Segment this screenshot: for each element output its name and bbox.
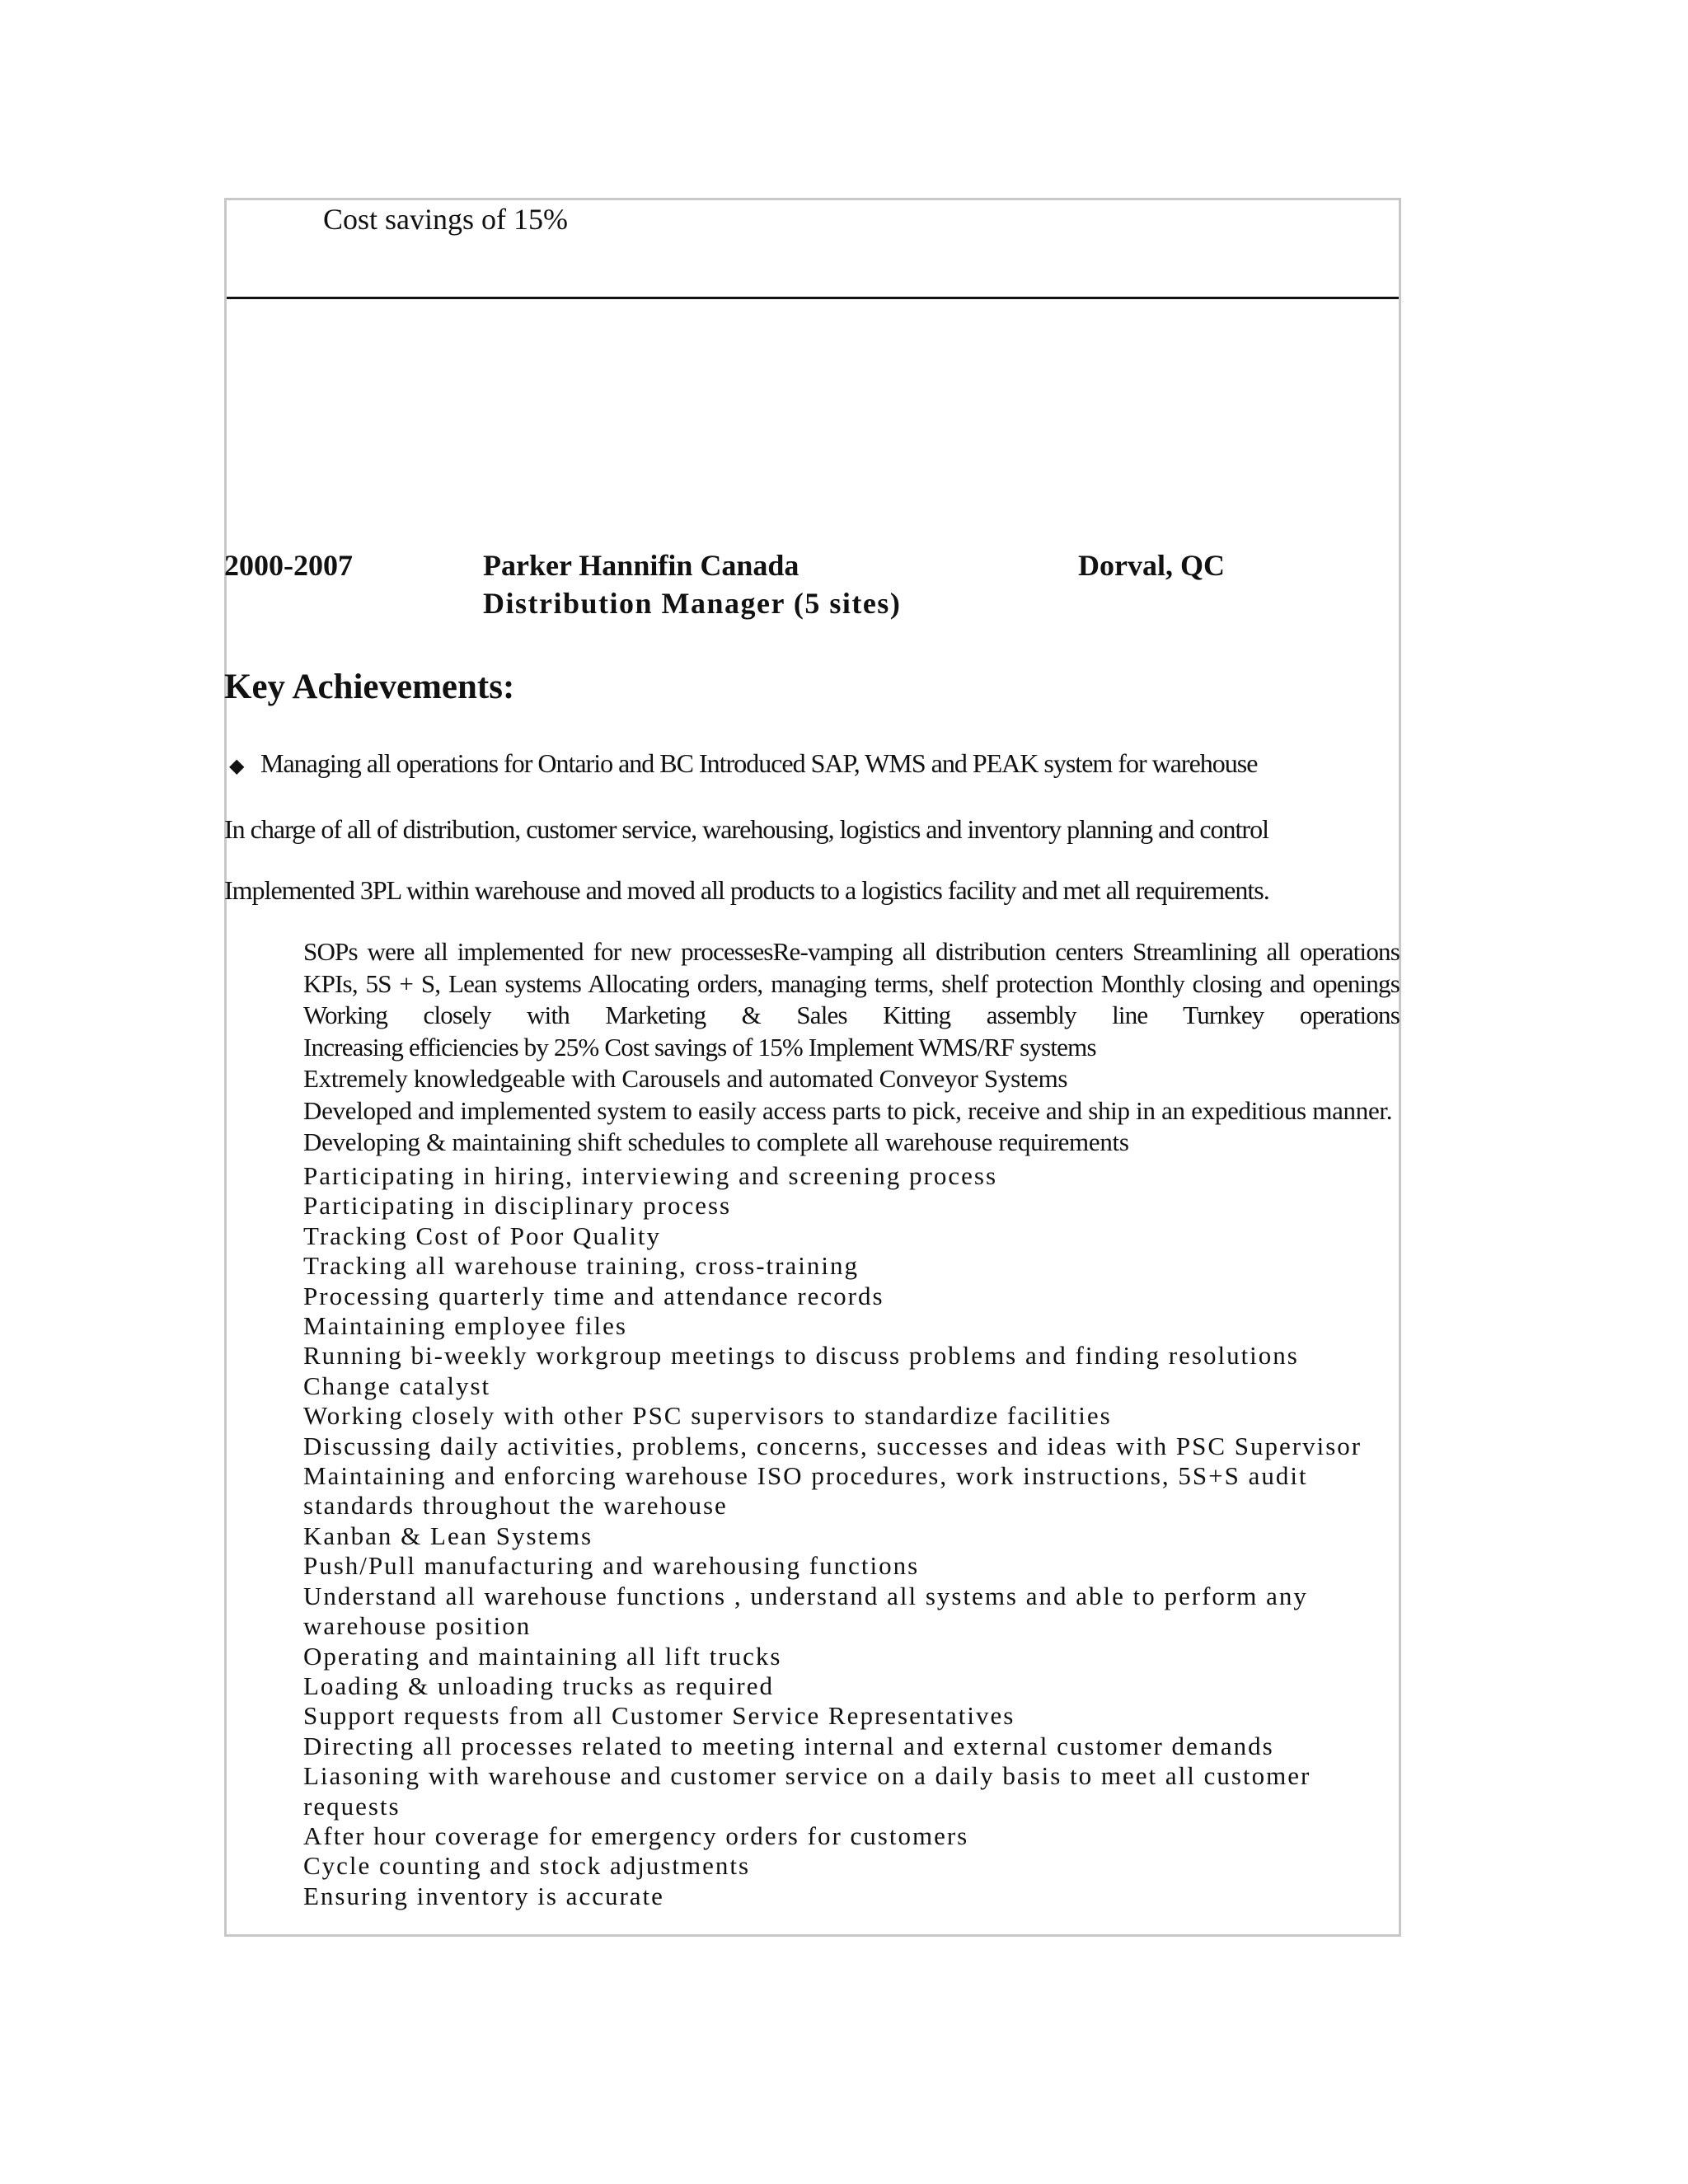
list-item: Maintaining and enforcing warehouse ISO procedures, work instructions, 5S+S audit standards throughout the warehouse [303, 1461, 1308, 1521]
list-item: Participating in disciplinary process [303, 1191, 732, 1221]
job-title: Distribution Manager (5 sites) [483, 587, 902, 620]
list-item: Running bi-weekly workgroup meetings to discuss problems and finding resolutions [303, 1341, 1299, 1371]
list-item: Operating and maintaining all lift trucks [303, 1641, 782, 1671]
list-item: Change catalyst [303, 1371, 491, 1400]
list-item: Understand all warehouse functions , understand all systems and able to perform any warehouse position [303, 1581, 1308, 1641]
section-heading: Key Achievements: [224, 668, 515, 706]
job-location: Dorval, QC [1078, 549, 1225, 582]
list-item: Cycle counting and stock adjustments [303, 1851, 751, 1881]
top-note: Cost savings of 15% [323, 203, 568, 236]
achievement-list-a [303, 1063, 1401, 1159]
bullet-line [224, 747, 1257, 782]
list-item: Processing quarterly time and attendance records [303, 1281, 884, 1310]
summary-paragraph: SOPs were all implemented for new processesRe-vamping all distribution centers Streamlining all operations KPIs, 5S + S, Lean systems Allocating orders, managing terms, shelf protection Monthly closing and openings Working closely with Marketing & Sales Kitting assembly line Turnkey operations [303, 937, 1400, 1029]
list-item: Loading & unloading trucks as required [303, 1671, 775, 1700]
bullet-line-text: Managing all operations for Ontario and BC Introduced SAP, WMS and PEAK system for warehouse [260, 748, 1258, 778]
list-item: Participating in hiring, interviewing and screening process [303, 1161, 998, 1190]
list-item: After hour coverage for emergency orders for customers [303, 1821, 969, 1850]
achievement-list-b [303, 1161, 1401, 1911]
list-item: Maintaining employee files [303, 1311, 627, 1341]
list-item: Discussing daily activities, problems, concerns, successes and ideas with PSC Supervisor [303, 1431, 1362, 1460]
list-item: Working closely with other PSC supervisors to standardize facilities [303, 1401, 1112, 1431]
list-item: Push/Pull manufacturing and warehousing functions [303, 1551, 920, 1581]
line-in-charge: In charge of all of distribution, customer service, warehousing, logistics and inventory planning and control [224, 814, 1268, 844]
list-item: Tracking Cost of Poor Quality [303, 1221, 662, 1250]
list-item: Liasoning with warehouse and customer service on a daily basis to meet all customer requests [303, 1761, 1311, 1821]
job-company: Parker Hannifin Canada [483, 549, 799, 582]
list-item: Ensuring inventory is accurate [303, 1881, 664, 1910]
list-item: Directing all processes related to meeting internal and external customer demands [303, 1731, 1274, 1760]
list-item: Tracking all warehouse training, cross-training [303, 1251, 859, 1281]
line-3pl: Implemented 3PL within warehouse and moved all products to a logistics facility and met all requirements. [224, 875, 1269, 905]
list-item: Extremely knowledgeable with Carousels and automated Conveyor Systems [303, 1064, 1068, 1093]
horizontal-rule [227, 297, 1399, 299]
list-item: Kanban & Lean Systems [303, 1521, 593, 1550]
summary-paragraph-last-line: Increasing efficiencies by 25% Cost savings of 15% Implement WMS/RF systems [303, 1032, 1096, 1062]
list-item: Developed and implemented system to easily access parts to pick, receive and ship in an expeditious manner. [303, 1095, 1393, 1125]
diamond-bullet-icon: ◆ [229, 754, 244, 777]
list-item: Support requests from all Customer Service Representatives [303, 1701, 1015, 1731]
list-item: Developing & maintaining shift schedules to complete all warehouse requirements [303, 1127, 1129, 1156]
job-dates: 2000-2007 [224, 549, 353, 582]
